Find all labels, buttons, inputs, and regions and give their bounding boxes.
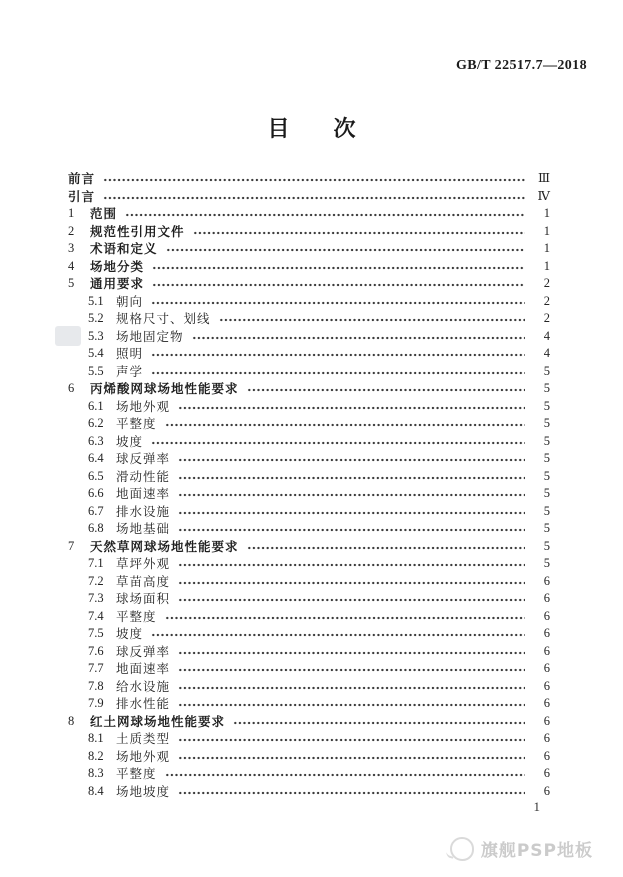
toc-entry-number: 1	[68, 206, 75, 220]
dotted-leader	[166, 240, 525, 258]
toc-entry	[68, 520, 550, 538]
toc-entry-label: 场地外观	[116, 398, 171, 414]
toc-entry	[68, 398, 550, 416]
toc-entry	[68, 660, 550, 678]
toc-entry-label: 草坪外观	[116, 556, 171, 571]
toc-entry-number: 6	[68, 381, 75, 395]
toc-entry-page: 5	[543, 398, 550, 413]
dotted-leader	[151, 433, 525, 451]
toc-entry	[68, 713, 550, 731]
toc-entry-page: 2	[543, 293, 550, 308]
toc-entry	[68, 765, 550, 783]
toc-entry	[68, 433, 550, 451]
toc-entry-page: 1	[543, 258, 550, 273]
toc-entry-number: 3	[68, 241, 75, 255]
toc-entry-page: 5	[543, 503, 550, 518]
toc-entry	[68, 345, 550, 363]
toc-entry-page: 6	[543, 661, 550, 675]
toc-entry-page: 5	[543, 451, 550, 465]
toc-entry-page: 5	[543, 433, 550, 448]
toc-entry-number: 7.5	[88, 626, 104, 640]
toc-entry-label: 场地外观	[116, 748, 171, 764]
toc-entry-number: 7.4	[88, 608, 104, 623]
toc-entry-page: 4	[543, 328, 550, 343]
dotted-leader	[192, 328, 525, 346]
toc-entry	[68, 695, 550, 713]
toc-entry-page: 6	[543, 766, 550, 780]
toc-entry-number: 4	[68, 258, 75, 273]
toc-entry-number: 7.6	[88, 643, 104, 658]
toc-entry	[68, 625, 550, 643]
toc-entry-number: 5.2	[88, 311, 104, 325]
toc-entry-label: 地面速率	[116, 486, 171, 501]
toc-entry	[68, 380, 550, 398]
toc-entry-number: 8.4	[88, 783, 104, 798]
toc-entry-label: 场地分类	[90, 258, 145, 274]
dotted-leader	[178, 678, 525, 696]
toc-entry-page: 5	[543, 468, 550, 483]
toc-entry-page: 6	[543, 731, 550, 745]
dotted-leader	[178, 398, 525, 416]
dotted-leader	[178, 503, 525, 521]
toc-entry-page: 5	[543, 416, 550, 430]
dotted-leader	[178, 573, 525, 591]
toc-entry-page: 6	[543, 573, 550, 588]
toc-entry-page: 6	[543, 591, 550, 605]
toc-entry-number: 6.6	[88, 486, 104, 500]
toc-entry-label: 场地基础	[116, 521, 171, 536]
toc-entry-page: 6	[543, 643, 550, 658]
dotted-leader	[165, 765, 525, 783]
toc-entry-page: 1	[543, 206, 550, 220]
toc-entry-number: 6.8	[88, 521, 104, 535]
toc-entry-page: 2	[543, 276, 550, 290]
dotted-leader	[233, 713, 525, 731]
toc-entry-number: 5.3	[88, 328, 104, 343]
toc-entry-label: 红土网球场地性能要求	[90, 713, 226, 729]
dotted-leader	[152, 258, 525, 276]
dotted-leader	[178, 590, 525, 608]
dotted-leader	[165, 608, 525, 626]
toc-entry-page: Ⅳ	[537, 188, 550, 203]
dotted-leader	[219, 310, 525, 328]
toc-entry-number: 8.3	[88, 766, 104, 780]
toc-entry	[68, 450, 550, 468]
toc-entry	[68, 783, 550, 801]
toc-entry-number: 6.4	[88, 451, 104, 465]
toc-entry-label: 前言	[68, 171, 96, 186]
toc-entry-number: 6.1	[88, 398, 104, 413]
dotted-leader	[151, 293, 525, 311]
toc-entry	[68, 468, 550, 486]
toc-entry	[68, 503, 550, 521]
toc-entry-number: 5	[68, 276, 75, 290]
toc-entry-label: 声学	[116, 363, 144, 379]
toc-list	[68, 170, 550, 800]
toc-entry	[68, 188, 550, 206]
toc-entry-page: 5	[543, 486, 550, 500]
toc-entry-page: 5	[543, 381, 550, 395]
toc-entry-label: 地面速率	[116, 661, 171, 676]
dotted-leader	[151, 345, 525, 363]
toc-entry-label: 术语和定义	[90, 241, 158, 256]
toc-entry-page: 5	[543, 363, 550, 378]
toc-entry-page: 6	[543, 748, 550, 763]
toc-entry-page: 6	[543, 713, 550, 728]
toc-entry-number: 2	[68, 223, 75, 238]
dotted-leader	[103, 170, 525, 188]
watermark-logo-icon	[450, 837, 474, 861]
toc-entry-label: 坡度	[116, 433, 144, 449]
toc-entry-number: 7	[68, 538, 75, 553]
toc-entry-number: 6.5	[88, 468, 104, 483]
toc-entry-label: 引言	[68, 188, 96, 204]
toc-entry-number: 8.1	[88, 731, 104, 745]
toc-entry-page: 5	[543, 538, 550, 553]
toc-entry-page: 5	[543, 556, 550, 570]
dotted-leader	[178, 643, 525, 661]
toc-entry	[68, 415, 550, 433]
toc-entry-number: 5.4	[88, 346, 104, 360]
toc-entry-page: Ⅲ	[537, 171, 550, 185]
toc-entry	[68, 363, 550, 381]
toc-entry-label: 平整度	[116, 416, 157, 431]
dotted-leader	[178, 660, 525, 678]
toc-entry-label: 规格尺寸、划线	[116, 311, 211, 326]
toc-entry-number: 5.1	[88, 293, 104, 308]
toc-entry-page: 6	[543, 608, 550, 623]
toc-entry-number: 7.1	[88, 556, 104, 570]
toc-entry	[68, 170, 550, 188]
toc-entry-label: 平整度	[116, 608, 157, 624]
toc-entry-label: 范围	[90, 206, 118, 221]
toc-entry	[68, 678, 550, 696]
toc-entry-label: 球反弹率	[116, 451, 171, 466]
toc-entry	[68, 590, 550, 608]
toc-entry	[68, 310, 550, 328]
toc-entry-number: 6.3	[88, 433, 104, 448]
page-title: 目 次	[267, 117, 356, 142]
dotted-leader	[151, 625, 525, 643]
toc-entry-label: 球场面积	[116, 591, 171, 606]
toc-entry	[68, 485, 550, 503]
toc-entry	[68, 293, 550, 311]
toc-entry-page: 6	[543, 678, 550, 693]
toc-entry-label: 土质类型	[116, 731, 171, 746]
toc-entry-label: 规范性引用文件	[90, 223, 185, 239]
toc-entry-number: 7.3	[88, 591, 104, 605]
toc-entry-label: 朝向	[116, 293, 144, 309]
toc-entry-label: 球反弹率	[116, 643, 171, 659]
dotted-leader	[247, 538, 525, 556]
toc-entry-page: 1	[543, 223, 550, 238]
toc-entry-number: 7.8	[88, 678, 104, 693]
toc-entry	[68, 555, 550, 573]
dotted-leader	[178, 748, 525, 766]
toc-entry-label: 天然草网球场地性能要求	[90, 538, 239, 554]
toc-entry-label: 滑动性能	[116, 468, 171, 484]
watermark	[450, 836, 593, 861]
dotted-leader	[103, 188, 525, 206]
toc-entry	[68, 240, 550, 258]
toc-entry-page: 6	[543, 783, 550, 798]
dotted-leader	[165, 415, 525, 433]
toc-entry-label: 场地坡度	[116, 783, 171, 799]
toc-entry	[68, 275, 550, 293]
toc-entry	[68, 573, 550, 591]
toc-entry	[68, 748, 550, 766]
toc-entry-label: 排水性能	[116, 696, 171, 711]
toc-entry-number: 7.9	[88, 696, 104, 710]
toc-entry	[68, 223, 550, 241]
toc-entry-label: 通用要求	[90, 276, 145, 291]
toc-entry-number: 5.5	[88, 363, 104, 378]
toc-entry	[68, 608, 550, 626]
dotted-leader	[125, 205, 525, 223]
toc-entry-label: 平整度	[116, 766, 157, 781]
dotted-leader	[178, 783, 525, 801]
toc-entry	[68, 258, 550, 276]
toc-entry-page: 1	[543, 241, 550, 255]
toc-entry-page: 2	[543, 311, 550, 325]
dotted-leader	[152, 275, 525, 293]
toc-entry	[68, 730, 550, 748]
toc-entry-label: 场地固定物	[116, 328, 184, 344]
toc-entry-label: 照明	[116, 346, 144, 361]
toc-entry-label: 坡度	[116, 626, 144, 641]
dotted-leader	[178, 555, 525, 573]
dotted-leader	[178, 520, 525, 538]
dotted-leader	[178, 695, 525, 713]
dotted-leader	[193, 223, 525, 241]
toc-entry-page: 6	[543, 626, 550, 640]
toc-entry-label: 草苗高度	[116, 573, 171, 589]
standard-code: GB/T 22517.7—2018	[455, 58, 587, 73]
dotted-leader	[178, 485, 525, 503]
dotted-leader	[247, 380, 525, 398]
dotted-leader	[178, 468, 525, 486]
toc-entry	[68, 538, 550, 556]
toc-entry-page: 5	[543, 521, 550, 535]
dotted-leader	[178, 450, 525, 468]
toc-entry	[68, 328, 550, 346]
dotted-leader	[151, 363, 525, 381]
toc-entry	[68, 205, 550, 223]
toc-entry-number: 6.2	[88, 416, 104, 430]
toc-entry-page: 6	[543, 696, 550, 710]
toc-entry-label: 丙烯酸网球场地性能要求	[90, 381, 239, 396]
toc-entry-number: 7.2	[88, 573, 104, 588]
toc-entry-label: 排水设施	[116, 503, 171, 519]
watermark-text: 旗舰PSP地板	[480, 841, 593, 861]
toc-entry-number: 8	[68, 713, 75, 728]
toc-entry-label: 给水设施	[116, 678, 171, 694]
toc-entry-page: 4	[543, 346, 550, 360]
footer-page-number: 1	[533, 799, 540, 814]
toc-entry-number: 7.7	[88, 661, 104, 675]
toc-entry	[68, 643, 550, 661]
dotted-leader	[178, 730, 525, 748]
toc-entry-number: 6.7	[88, 503, 104, 518]
toc-entry-number: 8.2	[88, 748, 104, 763]
